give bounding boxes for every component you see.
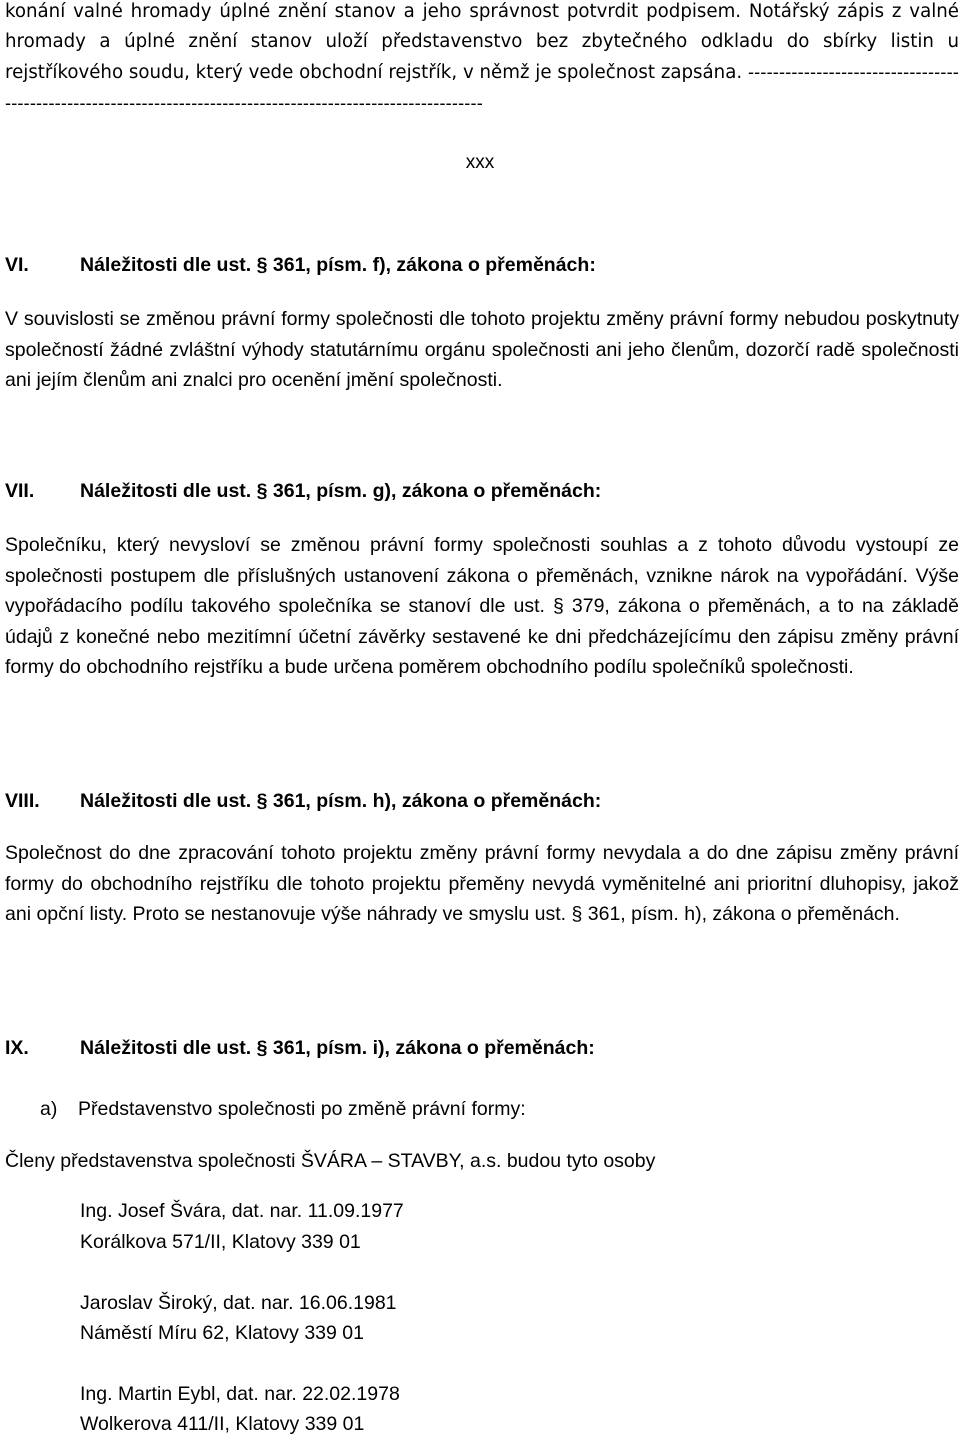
section-title: Náležitosti dle ust. § 361, písm. i), zákona o přeměnách: bbox=[80, 1037, 595, 1059]
member-name: Ing. Josef Švára, dat. nar. 11.09.1977 bbox=[80, 1200, 404, 1222]
section-title: Náležitosti dle ust. § 361, písm. f), zákona o přeměnách: bbox=[80, 254, 596, 276]
member-address: Korálkova 571/II, Klatovy 339 01 bbox=[80, 1231, 361, 1253]
member-address: Náměstí Míru 62, Klatovy 339 01 bbox=[80, 1322, 364, 1344]
subsection-a bbox=[40, 1098, 526, 1121]
section-heading-ix bbox=[5, 1037, 595, 1060]
subsection-text: Představenstvo společnosti po změně právní formy: bbox=[78, 1098, 526, 1120]
section-number: IX. bbox=[5, 1037, 29, 1059]
section-heading-vi bbox=[5, 254, 596, 277]
section-number: VII. bbox=[5, 480, 35, 502]
intro-dashes: --------------------------------------------------------------------------------------------------------------- bbox=[5, 62, 959, 113]
subsection-letter: a) bbox=[40, 1098, 58, 1120]
member-name: Ing. Martin Eybl, dat. nar. 22.02.1978 bbox=[80, 1383, 400, 1405]
members-intro: Členy představenstva společnosti ŠVÁRA – STAVBY, a.s. budou tyto osoby bbox=[5, 1150, 656, 1172]
section-heading-viii bbox=[5, 790, 601, 813]
intro-text: konání valné hromady úplné znění stanov a jeho správnost potvrdit podpisem. Notářský zápis z valné hromady a úplné znění stanov uloží představenstvo bez zbytečného odkladu do sbírky listin u rejstříkového soudu, který vede obchodní rejstřík, v němž je společnost zapsána. bbox=[5, 1, 959, 83]
member-name: Jaroslav Široký, dat. nar. 16.06.1981 bbox=[80, 1292, 397, 1314]
section-body-vi: V souvislosti se změnou právní formy společnosti dle tohoto projektu změny právní formy nebudou poskytnuty společností žádné zvláštní výhody statutárnímu orgánu společnosti ani jeho členům, dozorčí radě společnosti ani jejím členům ani znalci pro ocenění jmění společnosti. bbox=[5, 308, 959, 391]
section-heading-vii bbox=[5, 480, 601, 503]
section-number: VI. bbox=[5, 254, 29, 276]
intro-paragraph bbox=[5, 0, 959, 119]
section-title: Náležitosti dle ust. § 361, písm. h), zákona o přeměnách: bbox=[80, 790, 602, 812]
section-number: VIII. bbox=[5, 790, 40, 812]
section-body-viii: Společnost do dne zpracování tohoto projektu změny právní formy nevydala a do dne zápisu změny právní formy do obchodního rejstříku dle tohoto projektu přeměny nevydá vyměnitelné ani prioritní dluhopisy, jakož ani opční listy. Proto se nestanovuje výše náhrady ve smyslu ust. § 361, písm. h), zákona o přeměnách. bbox=[5, 842, 959, 925]
member-address: Wolkerova 411/II, Klatovy 339 01 bbox=[80, 1413, 365, 1435]
section-title: Náležitosti dle ust. § 361, písm. g), zákona o přeměnách: bbox=[80, 480, 602, 502]
section-body-vii: Společníku, který nevysloví se změnou právní formy společnosti souhlas a z tohoto důvodu vystoupí ze společnosti postupem dle příslušných ustanovení zákona o přeměnách, vznikne nárok na vypořádání. Výše vypořádacího podílu takového společníka se stanoví dle ust. § 379, zákona o přeměnách, a to na základě údajů z konečné nebo mezitímní účetní závěrky sestavené ke dni předcházejícímu den zápisu změny právní formy do obchodního rejstříku a bude určena poměrem obchodního podílu společníků společnosti. bbox=[5, 534, 959, 678]
section-separator: xxx bbox=[465, 152, 495, 173]
